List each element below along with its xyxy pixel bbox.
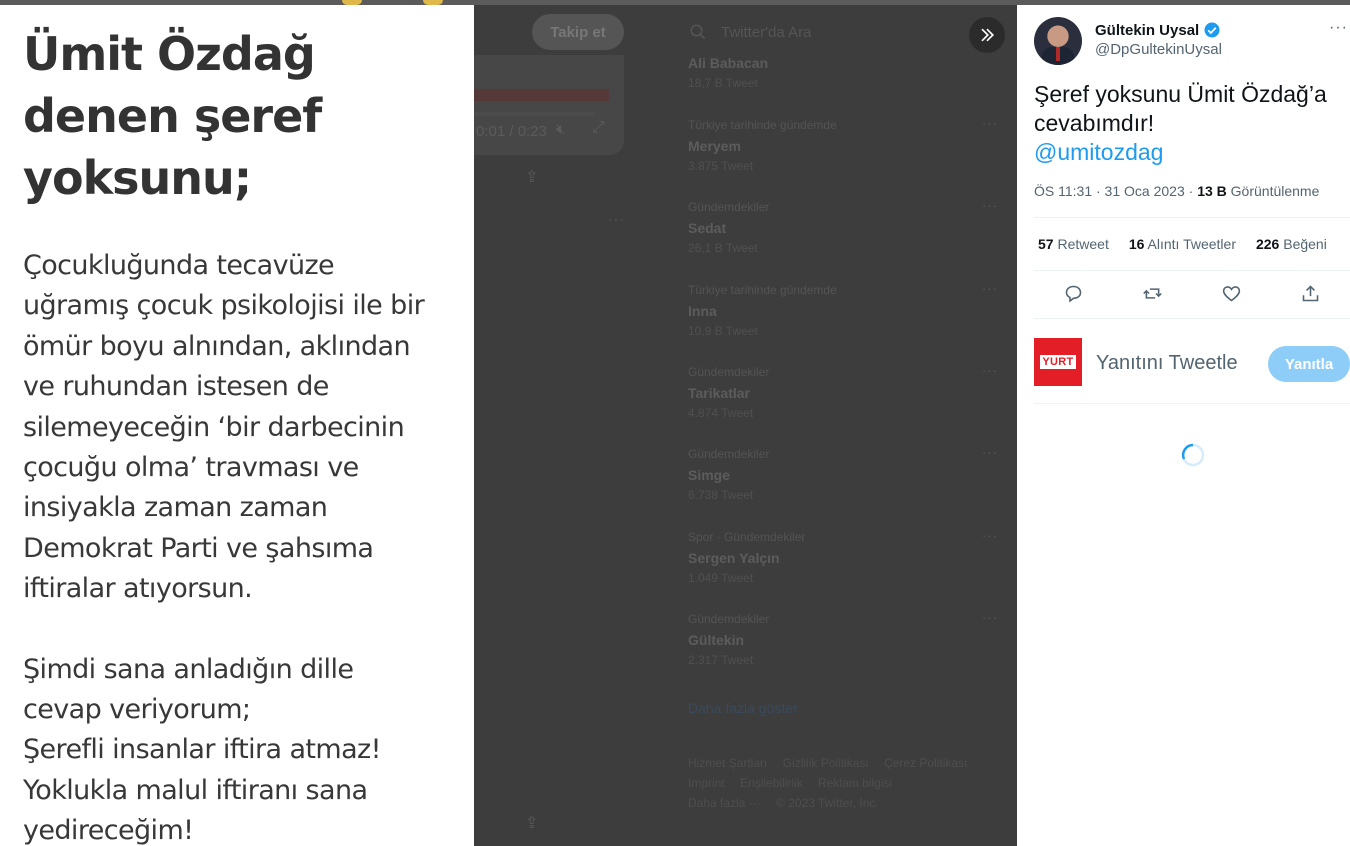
trend-count: 4.874 Tweet <box>688 406 754 420</box>
image-body-text <box>23 246 463 846</box>
more-icon[interactable]: ··· <box>982 116 998 131</box>
more-icon[interactable]: ··· <box>982 445 998 460</box>
trend-context: Türkiye tarihinde gündemde <box>688 283 837 297</box>
divider <box>1034 270 1350 271</box>
tweet-text <box>1034 80 1344 167</box>
trend-count: 18,7 B Tweet <box>688 76 758 90</box>
views-count: 13 B <box>1197 183 1227 199</box>
image-text-line: Şimdi sana anladığın dille <box>23 653 354 685</box>
reply-composer <box>1034 338 1350 390</box>
image-title-line: Ümit Özdağ <box>23 27 315 81</box>
trend-item[interactable] <box>688 365 1008 420</box>
more-icon[interactable]: ··· <box>982 198 998 213</box>
trend-count: 3.875 Tweet <box>688 159 754 173</box>
dimmed-backdrop[interactable] <box>474 5 1017 846</box>
collapse-panel-button[interactable] <box>969 17 1005 53</box>
more-icon[interactable]: ··· <box>1329 19 1348 36</box>
trend-item[interactable] <box>688 200 1008 255</box>
image-text-line: Demokrat Parti ve şahsıma <box>23 532 374 564</box>
tweet-timestamp[interactable]: ÖS 11:31 · 31 Oca 2023 <box>1034 183 1185 199</box>
trend-name: Gültekin <box>688 632 745 648</box>
divider <box>1034 217 1350 218</box>
image-title-line: yoksunu; <box>23 151 252 205</box>
more-icon[interactable]: ··· <box>982 281 998 296</box>
trend-count: 2.317 Tweet <box>688 653 754 667</box>
share-icon[interactable]: ⇪ <box>525 169 539 186</box>
chevron-double-right-icon <box>977 25 997 45</box>
copyright: © 2023 Twitter, Inc. <box>776 796 879 810</box>
image-text-line: cevap veriyorum; <box>23 694 251 726</box>
views-label: Görüntülenme <box>1230 183 1320 199</box>
image-text-line: ve ruhundan istesen de <box>23 371 329 403</box>
mention-link[interactable]: @umitozdag <box>1034 139 1164 165</box>
trend-item[interactable] <box>688 50 1008 90</box>
trend-name: Inna <box>688 303 717 319</box>
trend-item[interactable] <box>688 530 1008 585</box>
avatar[interactable] <box>1034 17 1082 65</box>
search-placeholder: Twitter'da Ara <box>721 23 812 41</box>
trend-item[interactable] <box>688 612 1008 667</box>
likes-stat[interactable]: 226 Beğeni <box>1255 236 1327 252</box>
trend-context: Gündemdekiler <box>688 365 770 379</box>
image-title-line: denen şeref <box>23 89 322 143</box>
reply-input[interactable]: Yanıtını Tweetle <box>1096 352 1238 374</box>
trend-count: 1.049 Tweet <box>688 571 754 585</box>
footer-link[interactable]: Reklam bilgisi <box>818 776 893 790</box>
display-name-text: Gültekin Uysal <box>1095 21 1200 39</box>
more-icon[interactable]: ··· <box>982 528 998 543</box>
image-title <box>23 23 453 209</box>
image-text-line: uğramış çocuk psikolojisi ile bir <box>23 290 425 322</box>
mute-icon[interactable]: 🔇︎ <box>556 121 566 138</box>
footer-link[interactable]: Gizlilik Politikası <box>782 756 869 770</box>
show-more-link[interactable]: Daha fazla göster <box>688 700 798 716</box>
user-handle[interactable]: @DpGultekinUysal <box>1095 41 1222 58</box>
trend-name: Sergen Yalçın <box>688 550 780 566</box>
trend-context: Gündemdekiler <box>688 612 770 626</box>
search-bar[interactable] <box>689 19 939 45</box>
fullscreen-icon[interactable]: ⤢ <box>592 119 605 136</box>
trend-context: Gündemdekiler <box>688 200 770 214</box>
image-text-line: Şerefli insanlar iftira atmaz! <box>23 734 381 766</box>
share-icon[interactable]: ⇪ <box>525 815 539 832</box>
trend-name: Tarikatlar <box>688 385 750 401</box>
like-icon[interactable] <box>1221 283 1242 304</box>
image-text-line: iftiralar atıyorsun. <box>23 573 253 605</box>
video-progress <box>474 112 594 116</box>
trend-count: 6.738 Tweet <box>688 488 754 502</box>
quotes-stat[interactable]: 16 Alıntı Tweetler <box>1128 236 1236 252</box>
trend-context: Spor · Gündemdekiler <box>688 530 806 544</box>
trend-item[interactable] <box>688 283 1008 338</box>
video-banner <box>474 89 609 101</box>
footer-link[interactable]: Hizmet Şartları <box>688 756 768 770</box>
trend-name: Simge <box>688 467 731 483</box>
image-text-line: yedireceğim! <box>23 815 194 846</box>
share-icon[interactable] <box>1300 283 1321 304</box>
tweet-actions <box>1034 283 1350 304</box>
reply-avatar-logo: YURT <box>1042 356 1074 368</box>
follow-button[interactable]: Takip et <box>532 14 624 50</box>
footer-links <box>688 753 1008 813</box>
trend-count: 26,1 B Tweet <box>688 241 758 255</box>
trend-item[interactable] <box>688 118 1008 173</box>
footer-link[interactable]: Çerez Politikası <box>884 756 968 770</box>
trend-name: Meryem <box>688 138 741 154</box>
tweet-stats <box>1038 236 1327 252</box>
trend-context: Türkiye tarihinde gündemde <box>688 118 837 132</box>
search-icon <box>689 23 707 41</box>
video-thumbnail[interactable] <box>474 55 624 155</box>
video-time: 0:01 / 0:23 <box>476 123 547 140</box>
image-text-line: silemeyeceğin ‘bir darbecinin <box>23 411 405 443</box>
tweet-image[interactable] <box>0 5 474 846</box>
user-display-name[interactable] <box>1095 21 1221 39</box>
tweet-meta: ÖS 11:31 · 31 Oca 2023 · 13 B Görüntülenme <box>1034 183 1320 199</box>
image-text-line: insiyakla zaman zaman <box>23 492 328 524</box>
reply-icon[interactable] <box>1063 283 1084 304</box>
footer-link[interactable]: Imprint <box>688 776 725 790</box>
trend-context: Gündemdekiler <box>688 447 770 461</box>
tweet-body: Şeref yoksunu Ümit Özdağ’a cevabımdır! <box>1034 81 1327 136</box>
footer-link[interactable]: Daha fazla ··· <box>688 796 761 810</box>
trend-name: Ali Babacan <box>688 55 769 71</box>
retweets-stat[interactable]: 57 Retweet <box>1038 236 1109 252</box>
image-text-line: Yoklukla malul iftiranı sana <box>23 774 368 806</box>
more-icon[interactable]: ··· <box>608 211 625 227</box>
verified-badge-icon <box>1203 21 1221 39</box>
image-text-line: Çocukluğunda tecavüze <box>23 250 335 281</box>
reply-button[interactable]: Yanıtla <box>1268 346 1350 382</box>
more-icon[interactable]: ··· <box>982 610 998 625</box>
retweet-icon[interactable] <box>1142 283 1163 304</box>
divider <box>1034 403 1350 404</box>
reply-avatar[interactable] <box>1034 338 1082 386</box>
image-text-line: ömür boyu alnından, aklından <box>23 330 410 362</box>
image-text-line: çocuğu olma’ travması ve <box>23 452 359 484</box>
divider <box>1034 318 1350 319</box>
trend-count: 10,9 B Tweet <box>688 324 758 338</box>
footer-link[interactable]: Erişilebilirlik <box>740 776 803 790</box>
more-icon[interactable]: ··· <box>982 363 998 378</box>
loading-spinner-icon <box>1180 442 1206 468</box>
trend-item[interactable] <box>688 447 1008 502</box>
trend-name: Sedat <box>688 220 727 236</box>
tweet-detail-panel <box>1017 5 1350 846</box>
